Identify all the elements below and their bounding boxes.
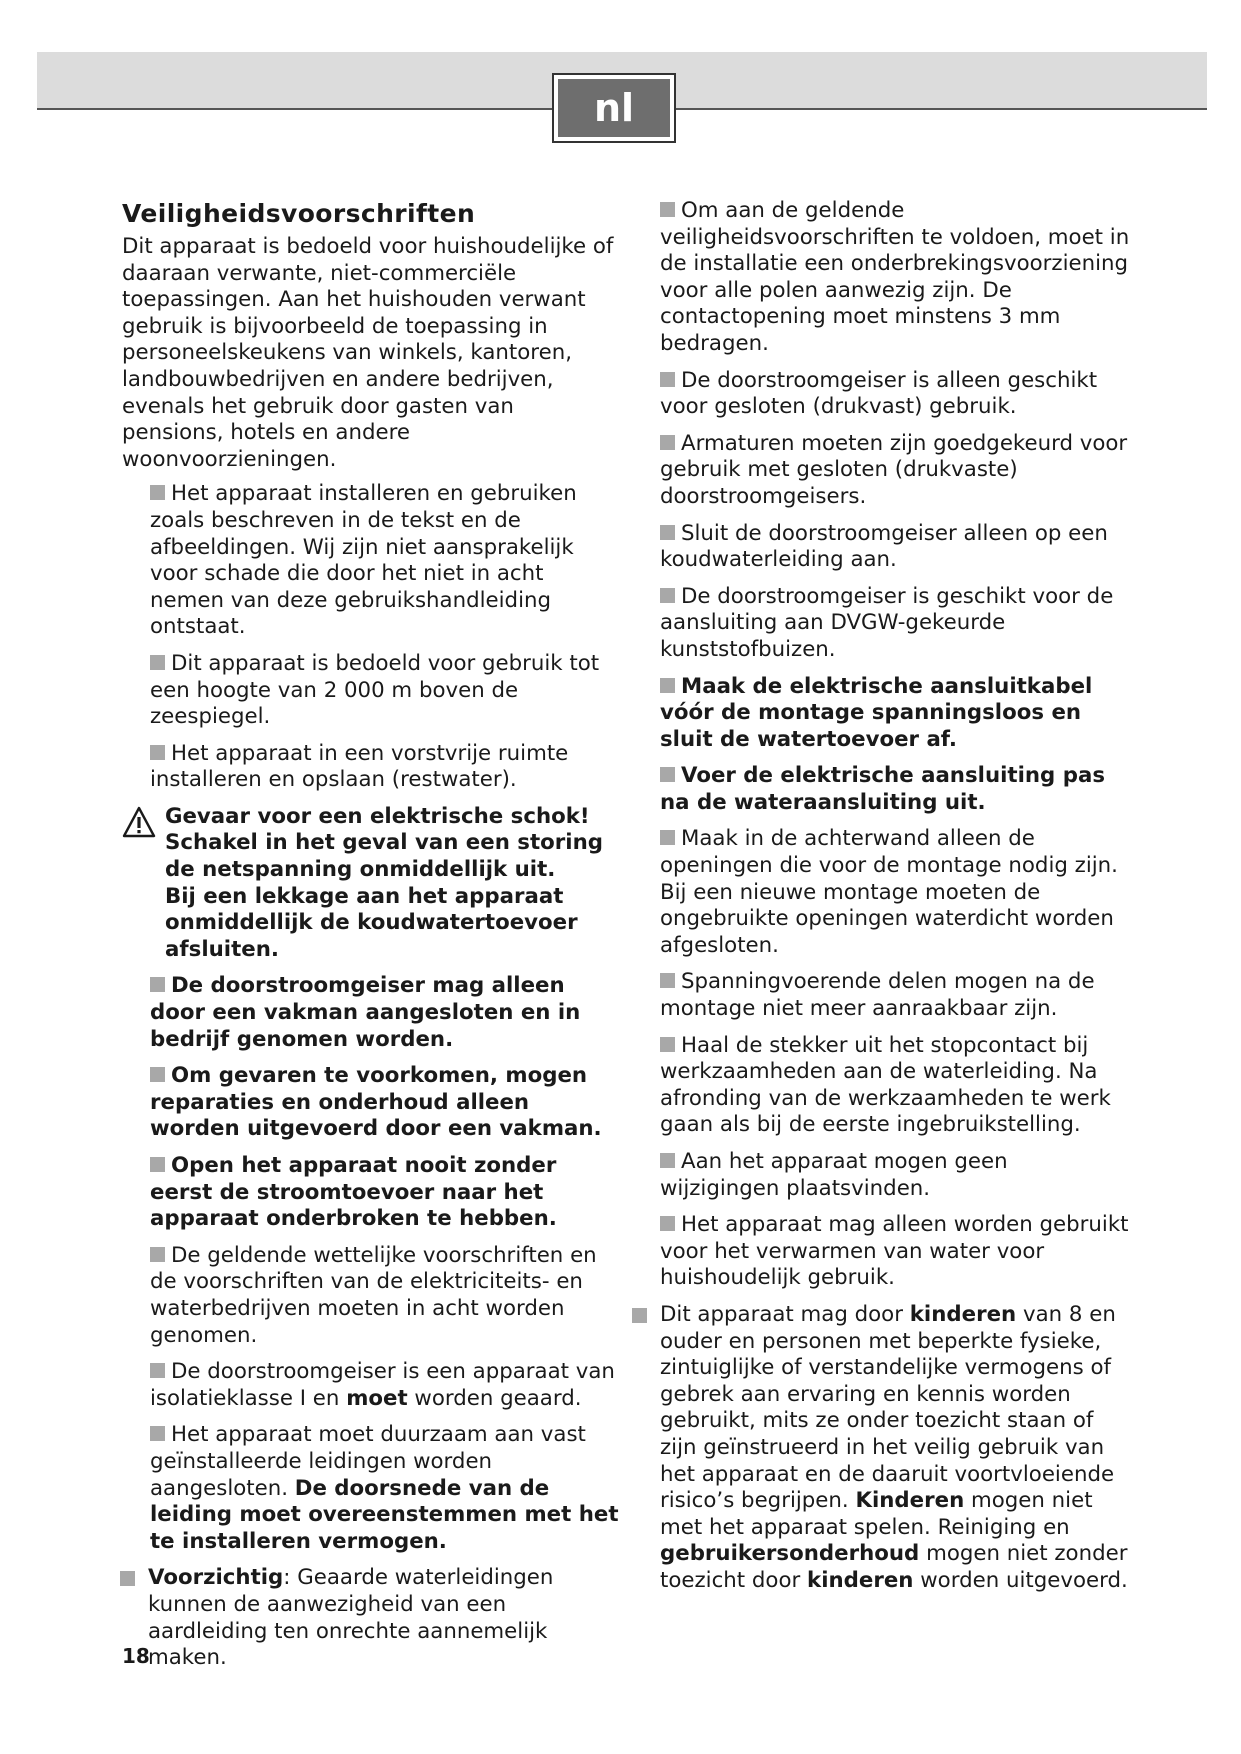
bullet-square-icon [660,372,675,387]
bullet-square-icon [150,977,165,992]
left-column [122,198,622,1682]
bullet-square-icon [150,1067,165,1082]
bullet-square-icon [150,745,165,760]
list-item: De geldende wettelijke voorschriften en de voorschriften van de elektriciteits- en waterbedrijven moeten in acht worden genomen. [150,1242,597,1348]
warning-triangle-icon [122,806,156,838]
list-item: Dit apparaat mag door kinderen van 8 en ouder en personen met beperkte fysieke, zintuiglijke of verstandelijke vermogens of gebrek aan ervaring en kennis worden gebruikt, mits ze onder toezicht staan of zijn geïnstrueerd in het veilig gebruik van het apparaat en de daaruit voortvloeiende risico’s begrijpen. Kinderen mogen niet met het apparaat spelen. Reiniging en gebruikersonderhoud mogen niet zonder toezicht door kinderen worden uitgevoerd. [632,1302,1130,1595]
list-item: Het apparaat moet duurzaam aan vast geïnstalleerde leidingen worden aangesloten. De doorsnede van de leiding moet overeenstemmen met het te installeren vermogen. [150,1422,619,1554]
bullet-square-icon [120,1571,135,1586]
bullet-square-icon [660,830,675,845]
list-item: Maak de elektrische aansluitkabel vóór de montage spanningsloos en sluit de watertoevoer af. [660,673,1093,752]
list-item: Het apparaat in een vorstvrije ruimte installeren en opslaan (restwater). [150,740,569,793]
list-item: De doorstroomgeiser is alleen geschikt voor gesloten (drukvast) gebruik. [660,367,1098,420]
bullet-square-icon [150,1247,165,1262]
list-item: De doorstroomgeiser is een apparaat van isolatieklasse I en moet worden geaard. [150,1359,615,1411]
list-item: Haal de stekker uit het stopcontact bij werkzaamheden aan de waterleiding. Na afronding van de werkzaamheden te werk gaan als bij de eerste ingebruikstelling. [660,1032,1111,1138]
list-item: Spanningvoerende delen mogen na de montage niet meer aanraakbaar zijn. [660,969,1095,1022]
warning-text: Bij een lekkage aan het apparaat onmiddellijk de koudwatertoevoer afsluiten. [165,883,578,962]
bullet-square-icon [660,202,675,217]
bullet-square-icon [150,1363,165,1378]
bullet-square-icon [660,1216,675,1231]
list-item: Voer de elektrische aansluiting pas na de wateraansluiting uit. [660,763,1106,815]
list-item: Open het apparaat nooit zonder eerst de stroomtoevoer naar het apparaat onderbroken te hebben. [150,1153,557,1232]
list-item: Aan het apparaat mogen geen wijzigingen plaatsvinden. [660,1149,1008,1201]
bullet-square-icon [660,678,675,693]
page-number: 18 [122,1644,150,1668]
list-item: De doorstroomgeiser is geschikt voor de aansluiting aan DVGW-gekeurde kunststofbuizen. [660,583,1114,662]
list-item: Voorzichtig: Geaarde waterleidingen kunnen de aanwezigheid van een aardleiding ten onrechte aannemelijk maken. [120,1565,622,1671]
bullet-square-icon [150,1157,165,1172]
bullet-square-icon [660,1037,675,1052]
bullet-square-icon [150,1426,165,1441]
bullet-square-icon [660,525,675,540]
bullet-square-icon [660,1153,675,1168]
list-item: Het apparaat mag alleen worden gebruikt voor het verwarmen van water voor huishoudelijk gebruik. [660,1212,1129,1291]
electric-shock-warning [122,804,622,964]
list-item: Maak in de achterwand alleen de openingen die voor de montage nodig zijn. Bij een nieuwe montage moeten de ongebruikte openingen waterdicht worden afgesloten. [660,826,1118,958]
warning-heading: Gevaar voor een elektrische schok! [165,803,590,829]
language-tab [552,73,676,143]
list-item: Om aan de geldende veiligheidsvoorschriften te voldoen, moet in de installatie een onderbrekingsvoorziening voor alle polen aanwezig zijn. De contactopening moet minstens 3 mm bedragen. [660,198,1130,356]
bullet-square-icon [632,1308,647,1323]
bullet-square-icon [660,435,675,450]
right-column [660,198,1130,1605]
bullet-square-icon [660,973,675,988]
bullet-square-icon [150,655,165,670]
list-item: Om gevaren te voorkomen, mogen reparaties en onderhoud alleen worden uitgevoerd door een vakman. [150,1063,602,1142]
section-title: Veiligheidsvoorschriften [122,199,476,228]
warning-text: Schakel in het geval van een storing de netspanning onmiddellijk uit. [165,830,603,883]
intro-paragraph: Dit apparaat is bedoeld voor huishoudelijke of daaraan verwante, niet-commerciële toepassingen. Aan het huishouden verwant gebruik is bijvoorbeeld de toepassing in personeelskeukens van winkels, kantoren, landbouwbedrijven en andere bedrijven, evenals het gebruik door gasten van pensions, hotels en andere woonvoorzieningen. [122,234,614,472]
list-item: Armaturen moeten zijn goedgekeurd voor gebruik met gesloten (drukvaste) doorstroomgeisers. [660,430,1128,509]
list-item: Dit apparaat is bedoeld voor gebruik tot een hoogte van 2 000 m boven de zeespiegel. [150,650,600,730]
bullet-square-icon [660,588,675,603]
list-item: Sluit de doorstroomgeiser alleen op een koudwaterleiding aan. [660,520,1108,573]
list-item: Het apparaat installeren en gebruiken zoals beschreven in de tekst en de afbeeldingen. Wij zijn niet aansprakelijk voor schade die door het niet in acht nemen van deze gebruikshandleiding ontstaat. [150,481,577,640]
bullet-square-icon [660,767,675,782]
list-item: De doorstroomgeiser mag alleen door een vakman aangesloten en in bedrijf genomen worden. [150,973,581,1052]
bullet-square-icon [150,485,165,500]
language-tab-label: nl [558,79,670,137]
